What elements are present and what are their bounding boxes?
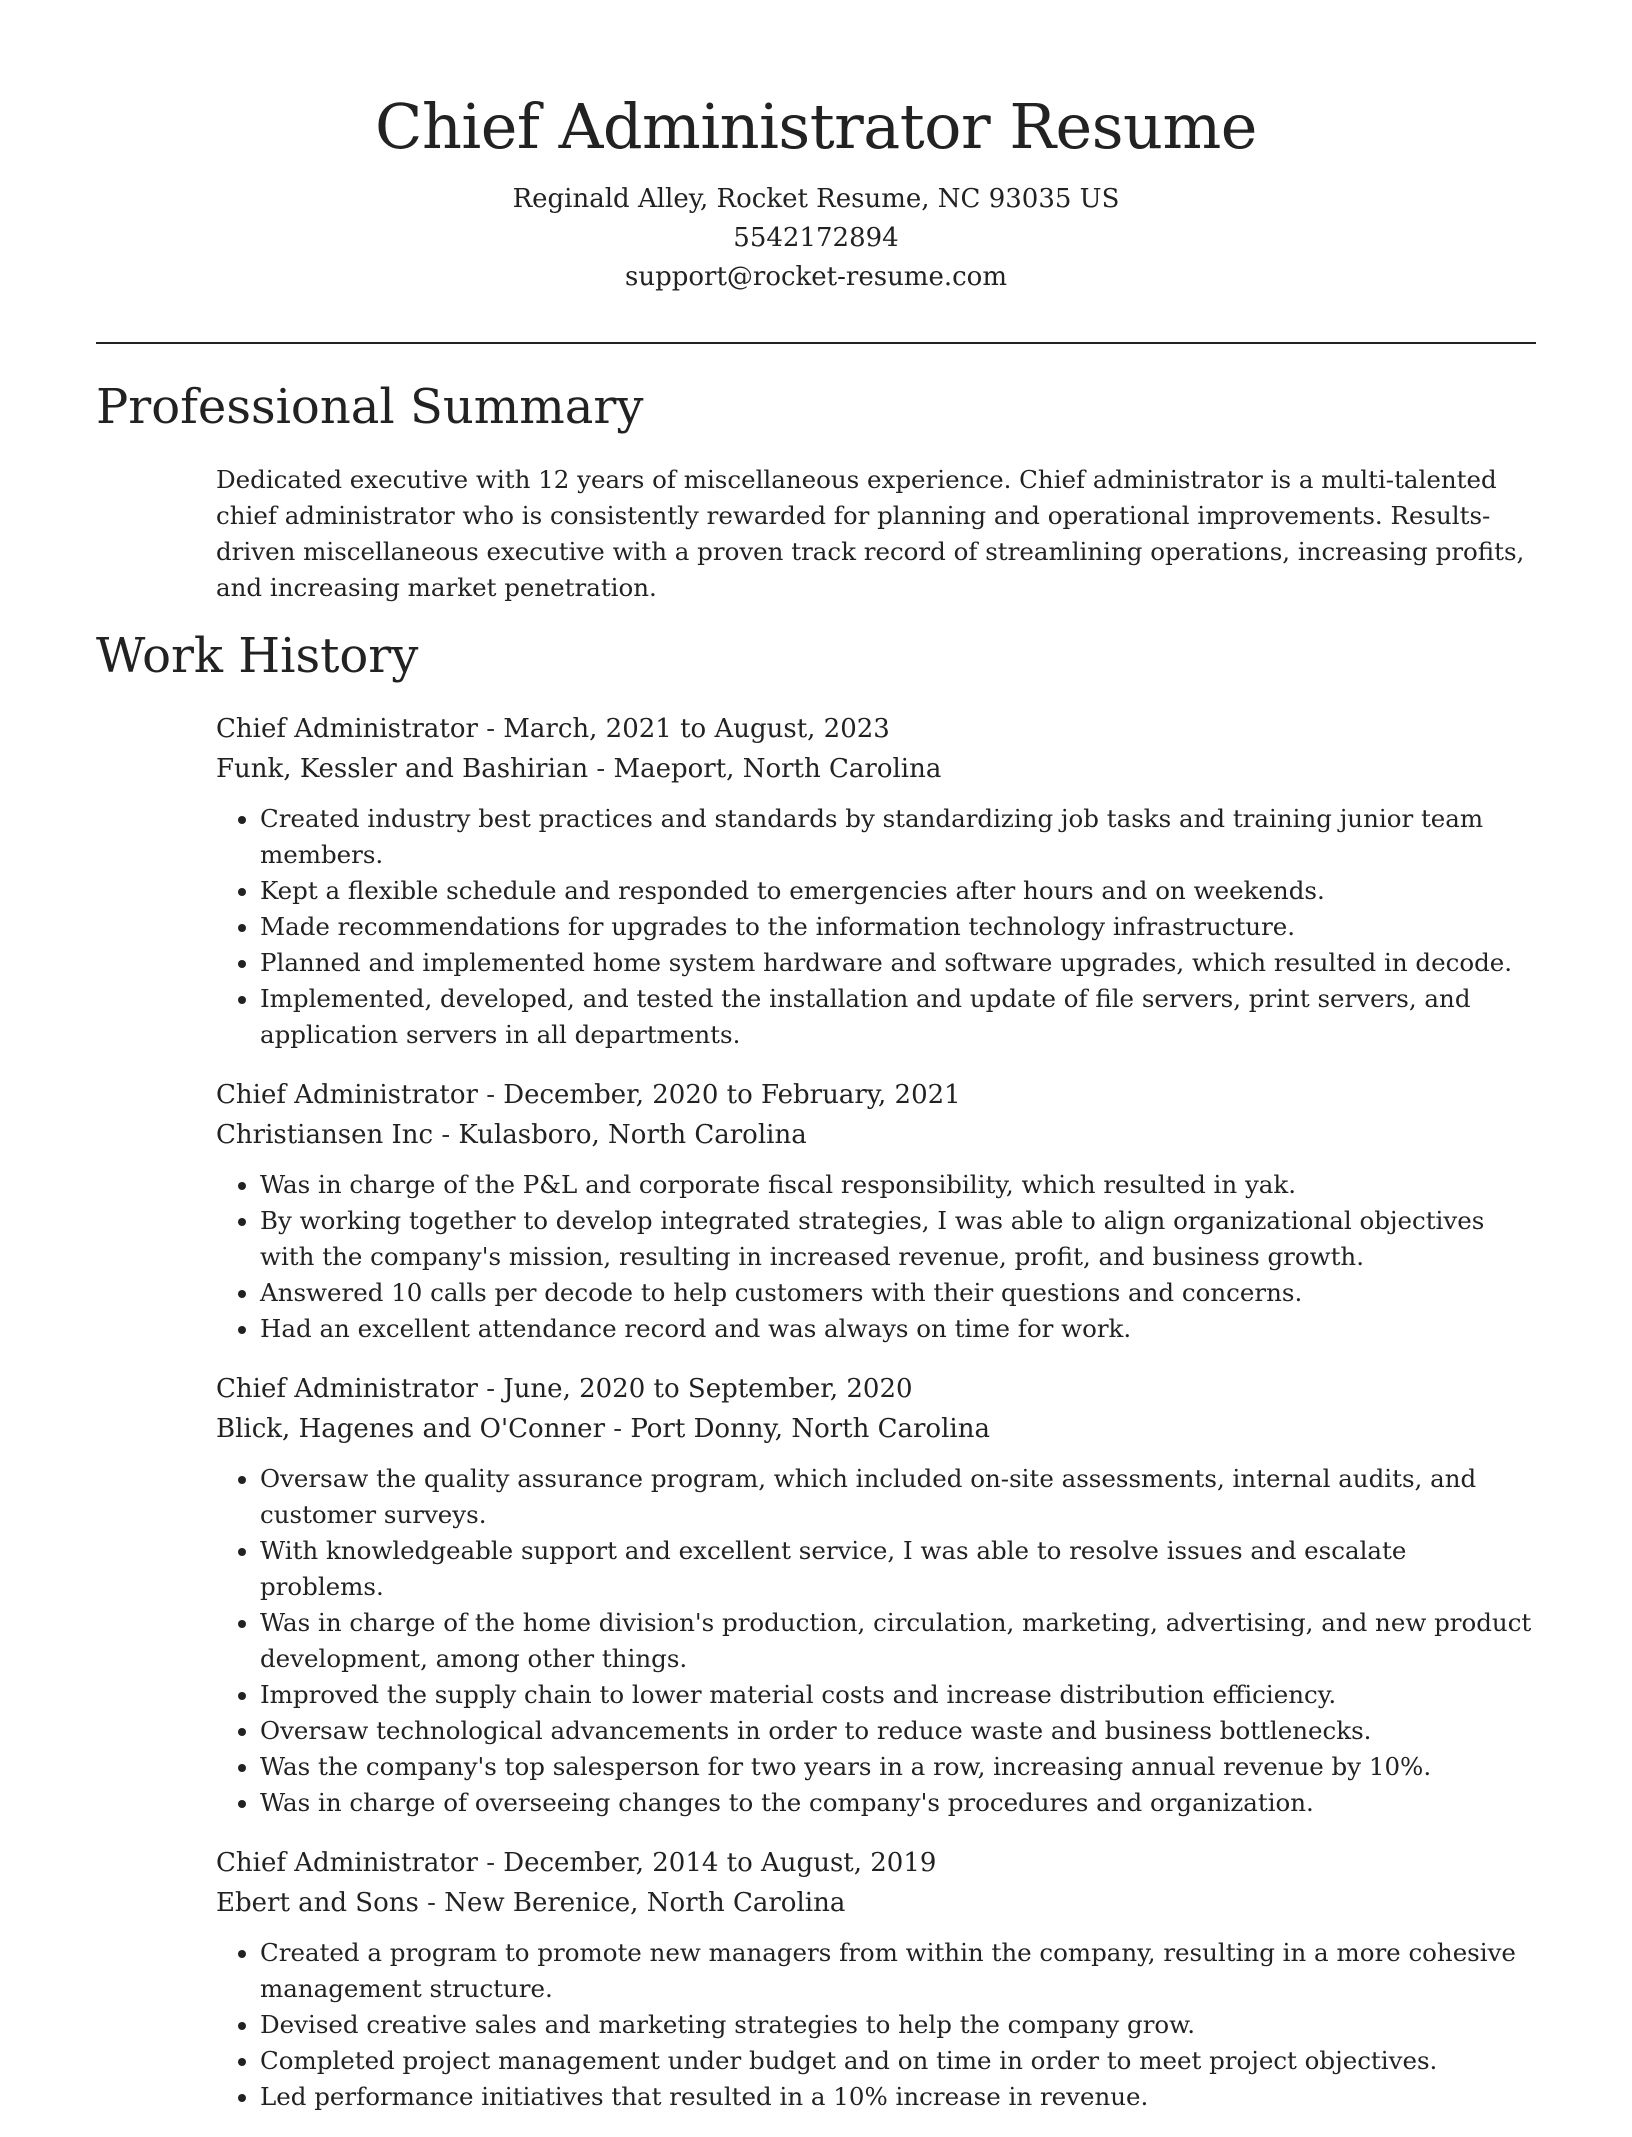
job-bullet: • By working together to develop integrated strategies, I was able to align organizational objectives with the company's mission, resulting in increased revenue, profit, and business growth. [260, 1203, 1536, 1275]
job-bullet: • Was in charge of overseeing changes to the company's procedures and organization. [260, 1785, 1536, 1821]
job-bullet: • Was in charge of the P&L and corporate fiscal responsibility, which resulted in yak. [260, 1167, 1536, 1203]
job-bullet: • Planned and implemented home system hardware and software upgrades, which resulted in decode. [260, 945, 1536, 981]
job-location: New Berenice, North Carolina [444, 1888, 846, 1918]
job-company: Ebert and Sons [216, 1888, 419, 1918]
job-dates: December, 2020 to February, 2021 [503, 1080, 961, 1110]
job-bullets [216, 1167, 1536, 1347]
job-dates: March, 2021 to August, 2023 [503, 714, 890, 744]
job-bullet: • Created a program to promote new managers from within the company, resulting in a more cohesive management structure. [260, 1935, 1536, 2007]
job-company-line: Funk, Kessler and Bashirian - Maeport, North Carolina [216, 754, 942, 784]
job-title-line: Chief Administrator - December, 2020 to February, 2021 [216, 1080, 961, 1110]
resume-header [0, 0, 1632, 297]
summary-heading: Professional Summary [96, 379, 644, 435]
job-bullet: • Implemented, developed, and tested the installation and update of file servers, print servers, and application servers in all departments. [260, 981, 1536, 1053]
job-title: Chief Administrator [216, 1374, 478, 1404]
summary-text: Dedicated executive with 12 years of miscellaneous experience. Chief administrator is a multi-talented chief administrator who is consistently rewarded for planning and operational improvements. Results-driven miscellaneous executive with a proven track record of streamlining operations, increasing profits, and increasing market penetration. [216, 465, 1525, 602]
job-bullet: • Was in charge of the home division's production, circulation, marketing, advertising, and new product development, among other things. [260, 1605, 1536, 1677]
job-location: Kulasboro, North Carolina [458, 1120, 807, 1150]
header-divider [96, 342, 1536, 344]
job-location: Maeport, North Carolina [613, 754, 942, 784]
job-company-line: Christiansen Inc - Kulasboro, North Carolina [216, 1120, 807, 1150]
job-bullet: • Oversaw technological advancements in order to reduce waste and business bottlenecks. [260, 1713, 1536, 1749]
job-location: Port Donny, North Carolina [630, 1414, 990, 1444]
job-bullet: • Kept a flexible schedule and responded to emergencies after hours and on weekends. [260, 873, 1536, 909]
job-entry [216, 1369, 1536, 1821]
job-title-line: Chief Administrator - March, 2021 to August, 2023 [216, 714, 890, 744]
job-bullet: • Completed project management under budget and on time in order to meet project objectives. [260, 2043, 1536, 2079]
job-dates: June, 2020 to September, 2020 [503, 1374, 913, 1404]
job-entry [216, 709, 1536, 1053]
job-bullets [216, 1461, 1536, 1821]
job-bullet: • With knowledgeable support and excellent service, I was able to resolve issues and escalate problems. [260, 1533, 1536, 1605]
job-bullet: • Made recommendations for upgrades to the information technology infrastructure. [260, 909, 1536, 945]
contact-info [0, 180, 1632, 297]
contact-email: support@rocket-resume.com [624, 262, 1007, 292]
job-dates: December, 2014 to August, 2019 [503, 1848, 937, 1878]
job-entry [216, 1843, 1536, 2115]
job-title: Chief Administrator [216, 1848, 478, 1878]
job-title-line: Chief Administrator - June, 2020 to September, 2020 [216, 1374, 913, 1404]
job-company: Blick, Hagenes and O'Conner [216, 1414, 605, 1444]
job-company-line: Blick, Hagenes and O'Conner - Port Donny, North Carolina [216, 1414, 990, 1444]
job-company-line: Ebert and Sons - New Berenice, North Carolina [216, 1888, 846, 1918]
job-bullet: • Answered 10 calls per decode to help customers with their questions and concerns. [260, 1275, 1536, 1311]
resume-title: Chief Administrator Resume [375, 90, 1257, 163]
contact-address: Reginald Alley, Rocket Resume, NC 93035 US [512, 184, 1120, 214]
contact-phone: 5542172894 [733, 223, 899, 253]
job-bullets [216, 801, 1536, 1053]
job-bullets [216, 1935, 1536, 2115]
job-bullet: • Created industry best practices and standards by standardizing job tasks and training junior team members. [260, 801, 1536, 873]
job-bullet: • Oversaw the quality assurance program, which included on-site assessments, internal audits, and customer surveys. [260, 1461, 1536, 1533]
job-bullet: • Led performance initiatives that resulted in a 10% increase in revenue. [260, 2079, 1536, 2115]
job-title: Chief Administrator [216, 1080, 478, 1110]
work-history-heading: Work History [96, 628, 419, 684]
job-bullet: • Had an excellent attendance record and was always on time for work. [260, 1311, 1536, 1347]
job-bullet: • Was the company's top salesperson for two years in a row, increasing annual revenue by 10%. [260, 1749, 1536, 1785]
job-company: Funk, Kessler and Bashirian [216, 754, 589, 784]
job-bullet: • Improved the supply chain to lower material costs and increase distribution efficiency. [260, 1677, 1536, 1713]
work-history-list [216, 709, 1536, 2137]
job-entry [216, 1075, 1536, 1347]
job-bullet: • Devised creative sales and marketing strategies to help the company grow. [260, 2007, 1536, 2043]
job-title-line: Chief Administrator - December, 2014 to August, 2019 [216, 1848, 937, 1878]
job-title: Chief Administrator [216, 714, 478, 744]
job-company: Christiansen Inc [216, 1120, 434, 1150]
